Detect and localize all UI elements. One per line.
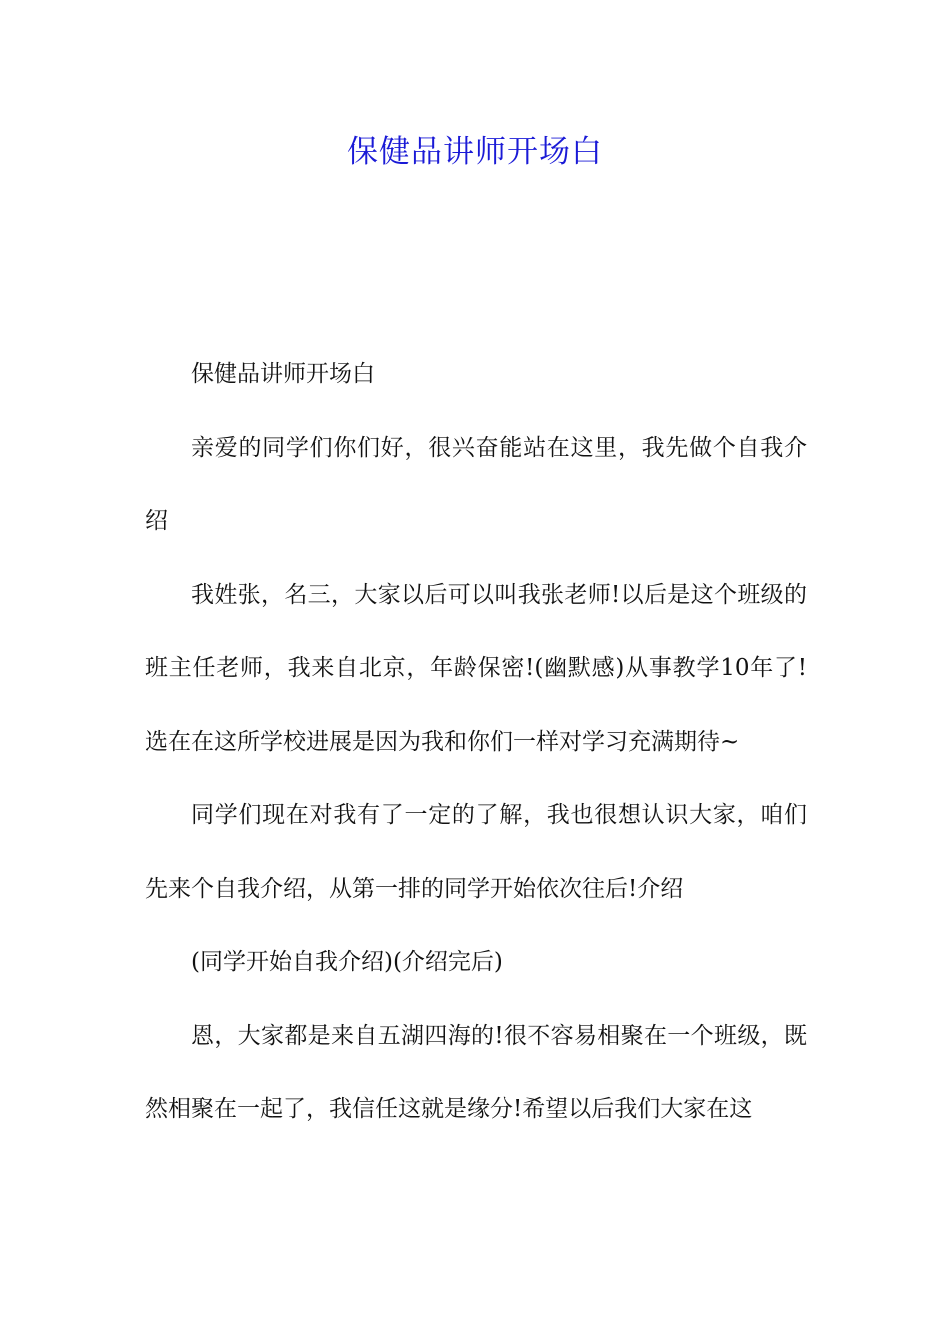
paragraph-closing: 恩，大家都是来自五湖四海的!很不容易相聚在一个班级，既然相聚在一起了，我信任这就是缘分!希望以后我们大家在这 <box>145 1022 807 1122</box>
paragraph-class-intro: 同学们现在对我有了一定的了解，我也很想认识大家，咱们先来个自我介绍，从第一排的同学开始依次往后!介绍 <box>145 802 807 902</box>
paragraph-self-intro: 我姓张，名三，大家以后可以叫我张老师!以后是这个班级的班主任老师，我来自北京，年龄保密!(幽默感)从事教学10年了!选在在这所学校进展是因为我和你们一样对学习充满期待~ <box>145 581 807 755</box>
document-body <box>145 338 807 1147</box>
document-title: 保健品讲师开场白 <box>347 134 603 170</box>
paragraph-heading: 保健品讲师开场白 <box>191 361 375 387</box>
paragraph-stage-note: (同学开始自我介绍)(介绍完后) <box>191 949 503 975</box>
paragraph-greeting: 亲爱的同学们你们好，很兴奋能站在这里，我先做个自我介绍 <box>145 434 807 534</box>
